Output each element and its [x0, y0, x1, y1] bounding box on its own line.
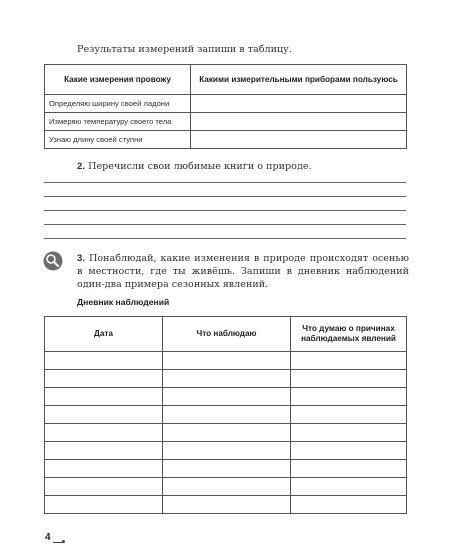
task3-number: 3. [77, 253, 86, 264]
diary-date-cell[interactable] [45, 424, 163, 442]
diary-observe-cell[interactable] [163, 460, 291, 478]
measure-row-label: Измеряю температуру своего тела [45, 113, 191, 131]
diary-reason-cell[interactable] [291, 478, 407, 496]
measurement-table [44, 64, 407, 149]
task2-number: 2. [77, 161, 86, 172]
measure-answer-cell[interactable] [191, 95, 407, 113]
writing-line[interactable] [44, 210, 406, 211]
diary-observe-cell[interactable] [163, 388, 291, 406]
task3 [77, 252, 409, 291]
measure-answer-cell[interactable] [191, 113, 407, 131]
diary-observe-cell[interactable] [163, 352, 291, 370]
diary-row [45, 478, 407, 496]
diary-date-cell[interactable] [45, 370, 163, 388]
diary-observe-cell[interactable] [163, 370, 291, 388]
measure-answer-cell[interactable] [191, 131, 407, 149]
diary-reason-cell[interactable] [291, 352, 407, 370]
diary-reason-cell[interactable] [291, 496, 407, 514]
diary-row [45, 370, 407, 388]
page-number: 4 [45, 532, 51, 543]
diary-header-observe: Что наблюдаю [163, 317, 291, 352]
measure-row-label: Определяю ширину своей ладони [45, 95, 191, 113]
diary-reason-cell[interactable] [291, 442, 407, 460]
diary-date-cell[interactable] [45, 478, 163, 496]
diary-date-cell[interactable] [45, 388, 163, 406]
diary-observe-cell[interactable] [163, 424, 291, 442]
diary-row [45, 406, 407, 424]
intro-text: Результаты измерений запиши в таблицу. [77, 44, 292, 55]
diary-header-reasons: Что думаю о причинах наблюдаемых явлений [291, 317, 407, 352]
diary-table [44, 316, 407, 514]
diary-row [45, 496, 407, 514]
diary-observe-cell[interactable] [163, 406, 291, 424]
diary-observe-cell[interactable] [163, 442, 291, 460]
writing-line[interactable] [44, 224, 406, 225]
task2-text: Перечисли свои любимые книги о природе. [88, 161, 312, 172]
task3-text: Понаблюдай, какие изменения в природе происходят осенью в местности, где ты живёшь. Запиши в дневник наблюдений один-два примера сезонных явлений. [77, 253, 409, 290]
diary-observe-cell[interactable] [163, 496, 291, 514]
diary-header-date: Дата [45, 317, 163, 352]
diary-reason-cell[interactable] [291, 424, 407, 442]
diary-reason-cell[interactable] [291, 370, 407, 388]
diary-date-cell[interactable] [45, 442, 163, 460]
measure-header-what: Какие измерения провожу [45, 65, 191, 95]
page-number-dot [62, 540, 65, 543]
diary-reason-cell[interactable] [291, 460, 407, 478]
diary-row [45, 388, 407, 406]
diary-row [45, 460, 407, 478]
task2 [77, 160, 312, 173]
measure-row-label: Узнаю длину своей ступни [45, 131, 191, 149]
diary-reason-cell[interactable] [291, 388, 407, 406]
diary-observe-cell[interactable] [163, 478, 291, 496]
diary-date-cell[interactable] [45, 406, 163, 424]
diary-title: Дневник наблюдений [77, 297, 170, 307]
writing-line[interactable] [44, 182, 406, 183]
diary-reason-cell[interactable] [291, 406, 407, 424]
diary-row [45, 352, 407, 370]
diary-date-cell[interactable] [45, 496, 163, 514]
writing-line[interactable] [44, 196, 406, 197]
diary-date-cell[interactable] [45, 352, 163, 370]
writing-line[interactable] [44, 238, 406, 239]
diary-row [45, 424, 407, 442]
observation-icon [43, 251, 63, 271]
measure-header-tools: Какими измерительными приборами пользуюсь [191, 65, 407, 95]
diary-row [45, 442, 407, 460]
diary-date-cell[interactable] [45, 460, 163, 478]
